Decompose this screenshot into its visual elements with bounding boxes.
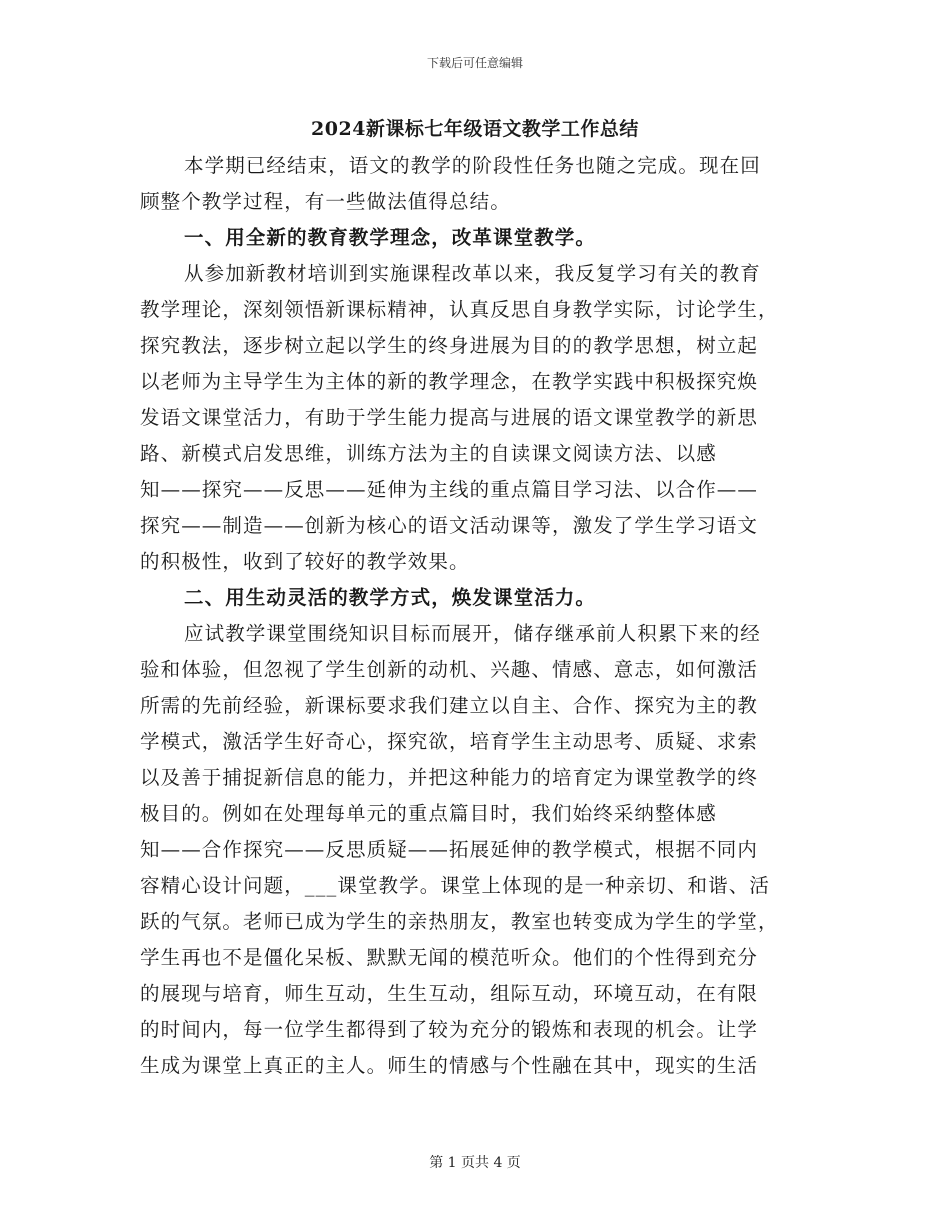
body-line: 知——探究——反思——延伸为主线的重点篇目学习法、以合作—— [140,478,758,501]
body-line: 探究教法，逐步树立起以学生的终身进展为目的的教学思想，树立起 [140,334,759,357]
body-line: 跃的气氛。老师已成为学生的亲热朋友，教室也转变成为学生的学堂， [140,910,779,933]
body-line: 生成为课堂上真正的主人。师生的情感与个性融在其中，现实的生活 [140,1054,759,1077]
body-line: 从参加新教材培训到实施课程改革以来，我反复学习有关的教育 [184,262,761,285]
body-line: 的展现与培育，师生互动，生生互动，组际互动，环境互动，在有限 [140,982,759,1005]
body-line: 顾整个教学过程，有一些做法值得总结。 [140,190,511,213]
body-line: 学生再也不是僵化呆板、默默无闻的模范听众。他们的个性得到充分 [140,946,759,969]
body-line: 探究——制造——创新为核心的语文活动课等，激发了学生学习语文 [140,514,759,537]
body-line: 极目的。例如在处理每单元的重点篇目时，我们始终采纳整体感 [140,802,717,825]
body-line: 本学期已经结束，语文的教学的阶段性任务也随之完成。现在回 [184,154,761,177]
body-line: 发语文课堂活力，有助于学生能力提高与进展的语文课堂教学的新思 [140,406,759,429]
body-line: 以及善于捕捉新信息的能力，并把这种能力的培育定为课堂教学的终 [140,766,759,789]
body-line: 验和体验，但忽视了学生创新的动机、兴趣、情感、意志，如何激活 [140,658,759,681]
section-heading: 一、用全新的教育教学理念，改革课堂教学。 [184,226,597,249]
page-footer: 第 1 页共 4 页 [429,1155,521,1171]
body-line: 容精心设计问题，___课堂教学。课堂上体现的是一种亲切、和谐、活 [140,874,770,897]
body-line: 的积极性，收到了较好的教学效果。 [140,550,470,573]
body-line: 所需的先前经验，新课标要求我们建立以自主、合作、探究为主的教 [140,694,759,717]
body-line: 学模式，激活学生好奇心，探究欲，培育学生主动思考、质疑、求索 [140,730,759,753]
document-body [140,148,800,1084]
document-title: 2024新课标七年级语文教学工作总结 [311,118,639,140]
body-line: 应试教学课堂围绕知识目标而展开，储存继承前人积累下来的经 [184,622,761,645]
body-line: 路、新模式启发思维，训练方法为主的自读课文阅读方法、以感 [140,442,717,465]
header-note: 下载后可任意编辑 [426,56,523,70]
section-heading: 二、用生动灵活的教学方式，焕发课堂活力。 [184,586,597,609]
body-line: 以老师为主导学生为主体的新的教学理念，在教学实践中积极探究焕 [140,370,759,393]
body-line: 的时间内，每一位学生都得到了较为充分的锻炼和表现的机会。让学 [140,1018,759,1041]
body-line: 教学理论，深刻领悟新课标精神，认真反思自身教学实际，讨论学生， [140,298,779,321]
body-line: 知——合作探究——反思质疑——拓展延伸的教学模式，根据不同内 [140,838,759,861]
